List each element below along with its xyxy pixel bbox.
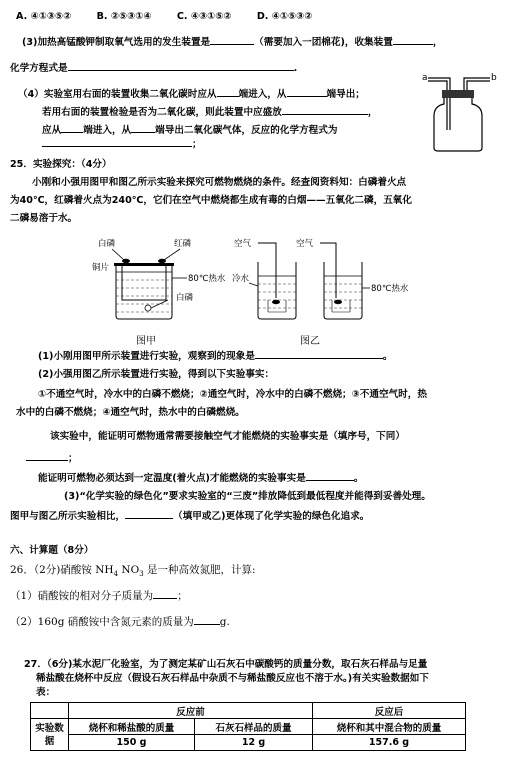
- caption-figure-b: 图乙: [300, 336, 320, 347]
- table-cell: 157.6 g: [313, 735, 466, 751]
- option-b: B. ②⑤③①④: [96, 11, 152, 22]
- q25-sub1: (1)小刚用图甲所示装置进行实验，观察到的现象是 。: [38, 348, 393, 364]
- q25-fact: 水中的白磷不燃烧；④通空气时，热水中的白磷燃烧。: [16, 407, 245, 418]
- gas-bottle-diagram: [418, 70, 500, 154]
- answer-blank[interactable]: [306, 470, 354, 481]
- label-white-phosphorus-bottom: 白磷: [176, 293, 194, 303]
- option-a: A. ④①③⑤②: [16, 11, 72, 22]
- answer-blank[interactable]: [153, 588, 177, 599]
- option-d: D. ④①⑤③②: [256, 11, 313, 22]
- q27-stem: 稀盐酸在烧杯中反应（假设石灰石样品中杂质不与稀盐酸反应也不溶于水。)有关实验数据如下: [36, 673, 429, 684]
- label-cold-water: 冷水: [232, 274, 250, 284]
- q25-sub2: (2)小强用图乙所示装置进行实验，得到以下实验事实：: [38, 369, 275, 380]
- q25-fact: ①不通空气时，冷水中的白磷不燃烧；②通空气时，冷水中的白磷不燃烧；③不通空气时，热: [38, 389, 427, 400]
- q25-title: 25．实验探究：（4分）: [10, 159, 112, 170]
- label-b: b: [491, 73, 497, 83]
- experiment-data-table: [30, 702, 466, 751]
- label-a: a: [422, 73, 428, 83]
- option-c: C. ④③①⑤②: [176, 11, 232, 22]
- q24-part3: (3)加热高锰酸钾制取氧气选用的发生装置是 （需要加入一团棉花)，收集装置 ，: [22, 34, 442, 50]
- q24-part4-line1: （4）实验室用右面的装置收集二氧化碳时应从 端进入，从 端导出；: [18, 86, 365, 102]
- table-row: [31, 735, 466, 751]
- header-after: 反应后: [313, 703, 466, 719]
- answer-blank[interactable]: [255, 348, 383, 359]
- q24-part3-equation: 化学方程式是 .: [10, 60, 297, 76]
- column-header: 石灰石样品的质量: [195, 719, 313, 735]
- figure-b: [232, 236, 408, 348]
- label-80c-hot-water-2: 80℃热水: [371, 284, 408, 294]
- q25-sub3-answer: 图甲与图乙所示实验相比， （填甲或乙)更体现了化学实验的绿色化追求。: [10, 508, 369, 524]
- table-cell: 150 g: [69, 735, 195, 751]
- q25-sub3: (3)“化学实验的绿色化”要求实验室的“三废”排放降低到最低程度并能得到妥善处理。: [64, 491, 431, 502]
- answer-blank[interactable]: [393, 34, 433, 45]
- label-copper-plate: 铜片: [92, 263, 110, 273]
- answer-blank[interactable]: [26, 450, 68, 461]
- q24-part4-line2: 若用右面的装置检验是否为二氧化碳，则此装置中应盛放 ，: [42, 104, 377, 120]
- answer-blank[interactable]: [217, 86, 239, 97]
- q25-intro: 为40℃，红磷着火点为240℃，它们在空气中燃烧都生成有毒的白烟——五氧化二磷，五氧化: [10, 195, 412, 206]
- q26-part1: （1）硝酸铵的相对分子质量为 ；: [10, 590, 188, 602]
- header-before: 反应前: [69, 703, 313, 719]
- caption-figure-a: 图甲: [136, 336, 156, 347]
- q25-intro: 二磷易溶于水。: [10, 213, 78, 224]
- table-row: [31, 703, 466, 719]
- label-air-1: 空气: [234, 239, 252, 249]
- q24-part4-line3: 应从 端进入，从 端导出二氧化碳气体，反应的化学方程式为: [42, 122, 337, 138]
- answer-blank[interactable]: [125, 508, 173, 519]
- label-white-phosphorus: 白磷: [98, 239, 116, 249]
- section-title: 六、计算题（8分）: [10, 545, 94, 556]
- answer-blank[interactable]: [42, 136, 192, 147]
- label-red-phosphorus: 红磷: [174, 239, 192, 249]
- column-header: 烧杯和稀盐酸的质量: [69, 719, 195, 735]
- answer-blank[interactable]: [282, 104, 368, 115]
- label-80c-hot-water: 80℃热水: [188, 274, 226, 284]
- q25-intro: 小刚和小强用图甲和图乙所示实验来探究可燃物燃烧的条件。经查阅资料知：白磷着火点: [32, 177, 407, 188]
- answer-blank[interactable]: [131, 122, 155, 133]
- answer-blank[interactable]: [194, 614, 220, 625]
- row-header: 实验数据: [31, 719, 69, 751]
- answer-blank[interactable]: [287, 86, 327, 97]
- label-air-2: 空气: [296, 239, 314, 249]
- q26-stem: 26．（2分)硝酸铵 $NH_4$ $NO_3$ 是一种高效氮肥，计算:: [10, 564, 256, 579]
- figure-a: [92, 236, 242, 348]
- answer-options: [16, 10, 334, 24]
- q25-question: 能证明可燃物必须达到一定温度(着火点)才能燃烧的实验事实是 。: [38, 470, 363, 486]
- q25-question: 该实验中，能证明可燃物通常需要接触空气才能燃烧的实验事实是（填序号，下同）: [50, 431, 405, 442]
- answer-blank[interactable]: [61, 122, 83, 133]
- table-row: [31, 719, 466, 735]
- q25-question-answer: ；: [26, 450, 78, 466]
- column-header: 烧杯和其中混合物的质量: [313, 719, 466, 735]
- q26-part2: （2）160g 硝酸铵中含氮元素的质量为 g.: [10, 616, 230, 628]
- q27-stem: 27．（6分)某水泥厂化验室，为了测定某矿山石灰石中碳酸钙的质量分数，取石灰石样品与足量: [24, 659, 428, 670]
- answer-blank[interactable]: [68, 60, 294, 71]
- answer-blank[interactable]: [210, 34, 254, 45]
- q27-stem: 表：: [36, 687, 56, 698]
- q24-part4-line4: ；: [42, 136, 202, 152]
- table-cell: 12 g: [195, 735, 313, 751]
- table-corner: [31, 703, 69, 719]
